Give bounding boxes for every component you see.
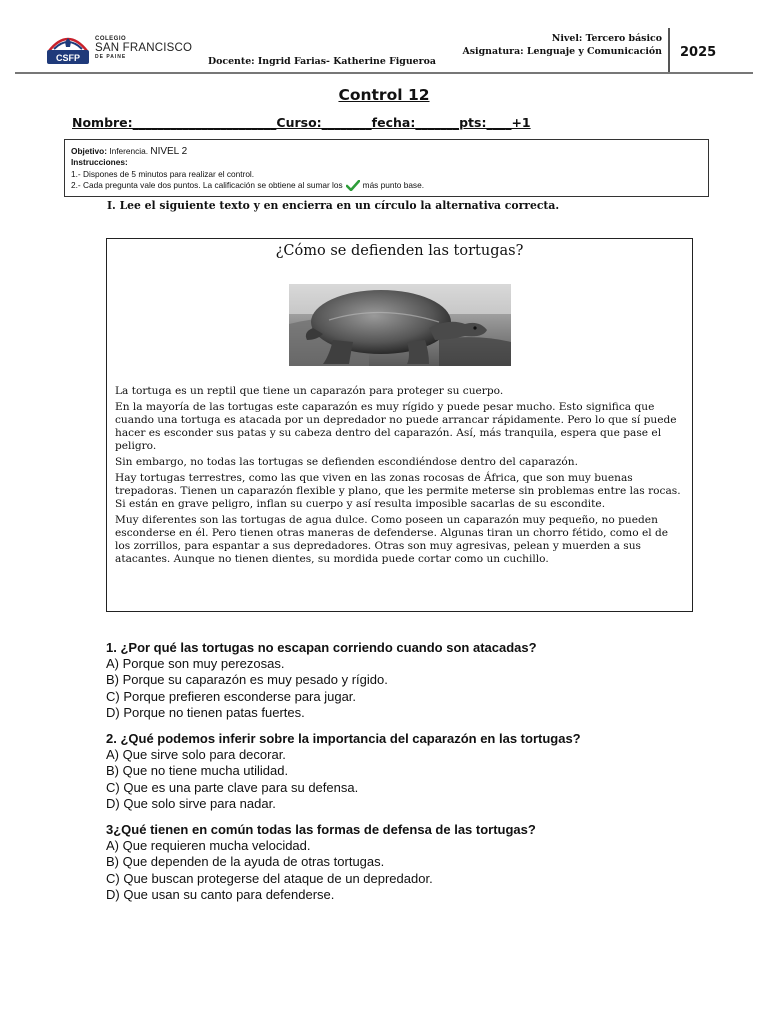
instruction-item-2-text: 2.- Cada pregunta vale dos puntos. La calificación se obtiene al sumar los (71, 180, 343, 190)
question-2-option-c[interactable]: C) Que es una parte clave para su defensa. (106, 779, 359, 795)
checkmark-icon (346, 180, 360, 191)
objective-value: Inferencia. (109, 146, 149, 156)
reading-paragraph-4: Hay tortugas terrestres, como las que viven en las zonas rocosas de África, que son muy buenas trepadoras. Tienen un caparazón flexible y plano, que les permite meterse sin problemas entre las rocas. Si están en grave peligro, inflan su cuerpo y así resulta imposible sacarlas de su escondite. (115, 472, 681, 510)
objective-label: Objetivo: (71, 146, 107, 156)
question-3-option-a[interactable]: A) Que requieren mucha velocidad. (106, 838, 311, 854)
instruction-item-2-suffix: más punto base. (362, 180, 424, 190)
instructions-box (64, 139, 709, 197)
instruction-item-2 (71, 180, 424, 191)
question-1-option-c[interactable]: C) Porque prefieren esconderse para jugar. (106, 688, 357, 704)
reading-box (106, 238, 693, 612)
school-logo (45, 33, 200, 67)
header-divider-vertical (668, 28, 670, 72)
logo-badge-text: CSFP (55, 53, 81, 63)
reading-text (115, 385, 685, 569)
question-1-option-d[interactable]: D) Porque no tienen patas fuertes. (106, 704, 305, 720)
instruction-item-1: 1.- Dispones de 5 minutos para realizar el control. (71, 169, 255, 179)
question-3 (106, 822, 726, 903)
question-1 (106, 640, 726, 721)
year-text: 2025 (680, 45, 717, 60)
school-crest-icon (45, 33, 91, 65)
questions-list (106, 640, 726, 913)
page-title: Control 12 (338, 86, 430, 104)
question-1-option-a[interactable]: A) Porque son muy perezosas. (106, 656, 285, 672)
teacher-text: Docente: Ingrid Farias- Katherine Figueroa (208, 56, 436, 67)
reading-paragraph-3: Sin embargo, no todas las tortugas se defienden escondiéndose dentro del caparazón. (115, 456, 578, 468)
logo-line2: SAN FRANCISCO (95, 42, 193, 54)
question-3-option-c[interactable]: C) Que buscan protegerse del ataque de un depredador. (106, 870, 433, 886)
question-1-stem: 1. ¿Por qué las tortugas no escapan corriendo cuando son atacadas? (106, 640, 537, 655)
question-3-option-d[interactable]: D) Que usan su canto para defenderse. (106, 886, 335, 902)
reading-paragraph-5: Muy diferentes son las tortugas de agua dulce. Como poseen un caparazón muy pequeño, no pueden esconderse en él. Pero tienen otras maneras de defenderse. Algunas tiran un chorro fétido, como el de los zorrillos, para espantar a sus depredadores. Otras son muy agresivas, pelean y muerden a sus atacantes. Aunque no tienen dientes, su mordida puede cortar como un cuchillo. (115, 514, 669, 565)
question-3-option-b[interactable]: B) Que dependen de la ayuda de otras tortugas. (106, 854, 385, 870)
question-2-stem: 2. ¿Qué podemos inferir sobre la importancia del caparazón en las tortugas? (106, 731, 581, 747)
question-2-option-b[interactable]: B) Que no tiene mucha utilidad. (106, 763, 289, 779)
logo-line3: DE PAINE (95, 54, 127, 60)
question-2-option-d[interactable]: D) Que solo sirve para nadar. (106, 795, 276, 811)
tortoise-photo (289, 284, 511, 366)
question-3-stem: 3¿Qué tienen en común todas las formas de defensa de las tortugas? (106, 822, 536, 838)
question-2-option-a[interactable]: A) Que sirve solo para decorar. (106, 747, 286, 763)
subject-text: Asignatura: Lenguaje y Comunicación (462, 46, 662, 57)
header-divider (15, 72, 753, 74)
instructions-heading: Instrucciones: (71, 157, 128, 167)
section-heading: I. Lee el siguiente texto y en encierra en un círculo la alternativa correcta. (107, 199, 560, 212)
reading-title: ¿Cómo se defienden las tortugas? (275, 243, 524, 259)
reading-paragraph-2: En la mayoría de las tortugas este caparazón es muy rígido y puede pesar mucho. Esto significa que cuando una tortuga es atacada por un depredador no puede arrancar rápidamente. Pero lo que sí puede hacer es esconder sus patas y su cabeza dentro del caparazón. Así, más tranquila, espera que pase el peligro. (115, 401, 677, 452)
level-text: Nivel: Tercero básico (551, 33, 662, 44)
level-label: NIVEL 2 (150, 146, 188, 157)
header-info (462, 32, 662, 58)
question-2 (106, 731, 726, 812)
reading-paragraph-1: La tortuga es un reptil que tiene un caparazón para proteger su cuerpo. (115, 385, 504, 397)
student-fields-line: Nombre:_______________________Curso:________fecha:_______pts:____+1 (72, 115, 531, 130)
question-1-option-b[interactable]: B) Porque su caparazón es muy pesado y rígido. (106, 672, 388, 688)
logo-line1: COLEGIO (95, 36, 127, 42)
